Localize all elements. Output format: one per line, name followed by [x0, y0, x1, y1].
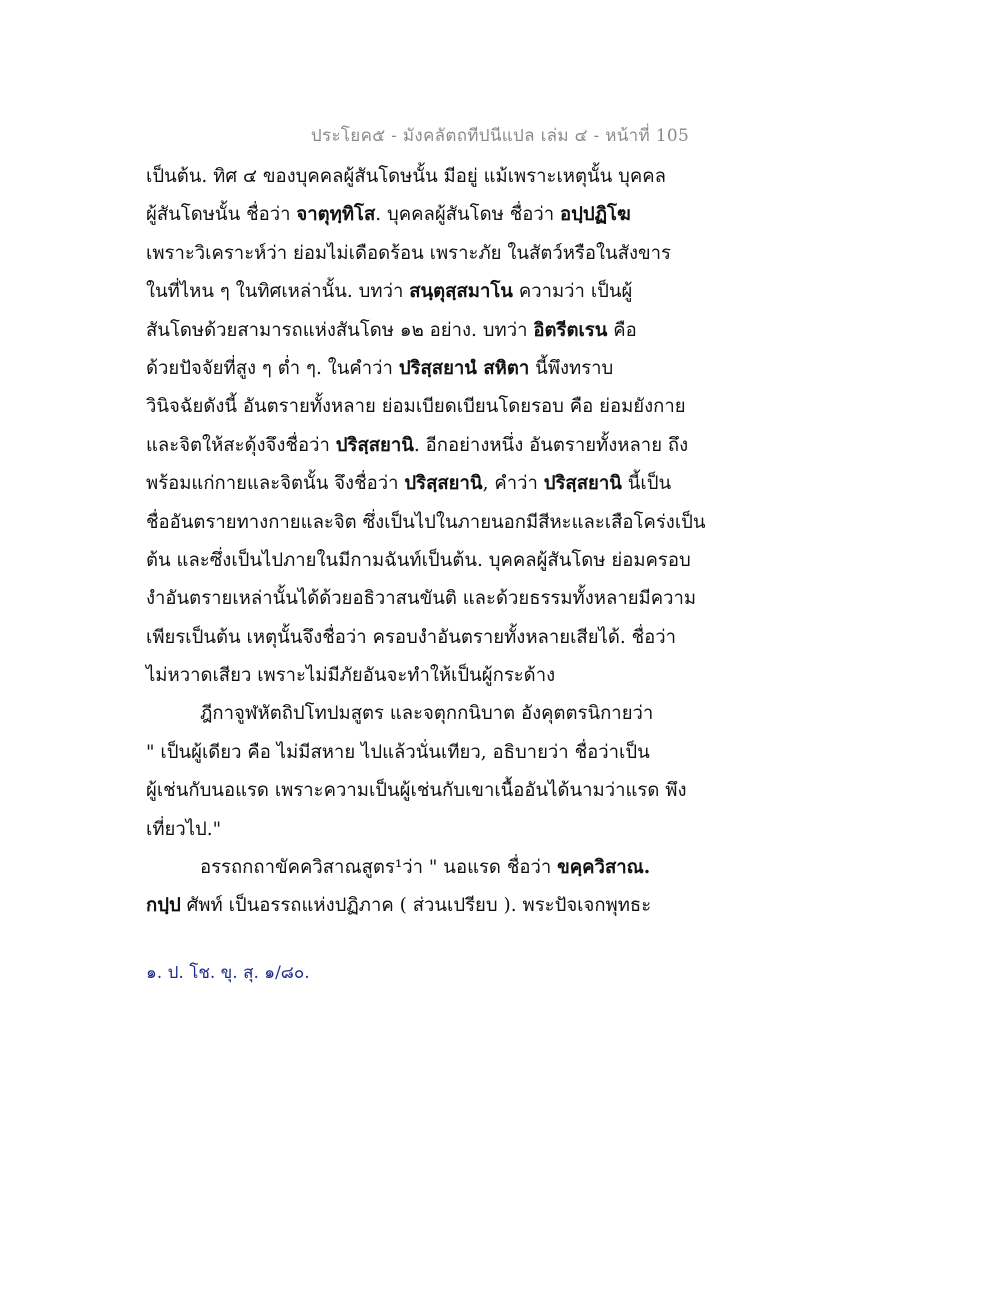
text-run: เพราะวิเคราะห์ว่า ย่อมไม่เดือดร้อน เพราะภัย ในสัตว์หรือในสังขาร	[146, 242, 671, 264]
text-line	[146, 196, 746, 234]
page-header: ประโยค๕ - มังคลัตถทีปนีแปล เล่ม ๔ - หน้าที่ 105	[310, 126, 690, 146]
text-line	[146, 734, 746, 772]
text-line	[146, 887, 746, 925]
pali-term: อปฺปฏิโฆ	[560, 204, 631, 226]
pali-term: ปริสฺสยานํ สหิตา	[398, 357, 530, 379]
text-line	[146, 465, 746, 503]
text-line	[146, 158, 746, 196]
pali-term: ปริสฺสยานิ	[543, 473, 622, 495]
text-line	[146, 504, 746, 542]
text-run: ฎีกาจูฬหัตถิปโทปมสูตร และจตุกกนิบาต อังคุตตรนิกายว่า	[200, 703, 654, 725]
text-line	[146, 273, 746, 311]
text-line	[146, 312, 746, 350]
text-run: ด้วยปัจจัยที่สูง ๆ ต่ำ ๆ. ในคำว่า	[146, 357, 399, 379]
text-run: ศัพท์ เป็นอรรถแห่งปฏิภาค ( ส่วนเปรียบ ). พระปัจเจกพุทธะ	[180, 895, 652, 917]
text-line	[146, 542, 746, 580]
text-run: ต้น และซึ่งเป็นไปภายในมีกามฉันท์เป็นต้น. บุคคลผู้สันโดษ ย่อมครอบ	[146, 549, 691, 571]
text-run: ผู้สันโดษนั้น ชื่อว่า	[146, 204, 297, 226]
text-line	[146, 811, 746, 849]
text-run: เพียรเป็นต้น เหตุนั้นจึงชื่อว่า ครอบงำอันตรายทั้งหลายเสียได้. ชื่อว่า	[146, 626, 677, 648]
text-run: " เป็นผู้เดียว คือ ไม่มีสหาย ไปแล้วนั่นเทียว, อธิบายว่า ชื่อว่าเป็น	[146, 741, 650, 763]
text-line	[146, 580, 746, 618]
text-run: อรรถกถาขัคควิสาณสูตร¹ว่า " นอแรด ชื่อว่า	[200, 857, 558, 879]
text-run: เที่ยวไป."	[146, 818, 222, 840]
text-line	[146, 619, 746, 657]
pali-term: จาตุทฺทิโส	[296, 204, 376, 226]
pali-term: ปริสฺสยานิ	[404, 473, 483, 495]
pali-term: กปฺป	[146, 895, 181, 917]
text-line	[146, 427, 746, 465]
pali-term: สนฺตุสฺสมาโน	[409, 281, 513, 303]
pali-term: อิตรีตเรน	[533, 319, 608, 341]
text-run: งำอันตรายเหล่านั้นได้ด้วยอธิวาสนขันติ และด้วยธรรมทั้งหลายมีความ	[146, 588, 697, 610]
text-run: วินิจฉัยดังนี้ อันตรายทั้งหลาย ย่อมเบียดเบียนโดยรอบ คือ ย่อมยังกาย	[146, 396, 686, 418]
text-run: ไม่หวาดเสียว เพราะไม่มีภัยอันจะทำให้เป็นผู้กระด้าง	[146, 665, 556, 687]
body-text	[146, 158, 746, 926]
text-line	[146, 350, 746, 388]
text-run: และจิตให้สะดุ้งจึงชื่อว่า	[146, 434, 336, 456]
text-run: ในที่ไหน ๆ ในทิศเหล่านั้น. บทว่า	[146, 281, 410, 303]
text-run: พร้อมแก่กายและจิตนั้น จึงชื่อว่า	[146, 473, 405, 495]
text-run: , คำว่า	[482, 473, 544, 495]
text-run: ชื่ออันตรายทางกายและจิต ซึ่งเป็นไปในภายนอกมีสีหะและเสือโคร่งเป็น	[146, 511, 706, 533]
text-line	[146, 388, 746, 426]
text-run: . อีกอย่างหนึ่ง อันตรายทั้งหลาย ถึง	[413, 434, 689, 456]
text-run: นี้พึงทราบ	[529, 357, 614, 379]
text-line	[146, 695, 746, 733]
text-line	[146, 657, 746, 695]
text-line	[146, 235, 746, 273]
text-line	[146, 849, 746, 887]
pali-term: ขคฺควิสาณ.	[557, 857, 651, 879]
text-run: คือ	[607, 319, 637, 341]
pali-term: ปริสฺสยานิ	[335, 434, 414, 456]
text-run: นี้เป็น	[621, 473, 672, 495]
footnote: ๑. ป. โช. ขุ. สุ. ๑/๘๐.	[146, 963, 310, 983]
text-run: เป็นต้น. ทิศ ๔ ของบุคคลผู้สันโดษนั้น มีอยู่ แม้เพราะเหตุนั้น บุคคล	[146, 166, 667, 187]
text-line	[146, 772, 746, 810]
text-run: ความว่า เป็นผู้	[512, 281, 633, 303]
text-run: สันโดษด้วยสามารถแห่งสันโดษ ๑๒ อย่าง. บทว่า	[146, 319, 534, 341]
text-run: . บุคคลผู้สันโดษ ชื่อว่า	[375, 204, 561, 226]
text-run: ผู้เช่นกับนอแรด เพราะความเป็นผู้เช่นกับเขาเนื้ออันได้นามว่าแรด พึง	[146, 780, 687, 802]
